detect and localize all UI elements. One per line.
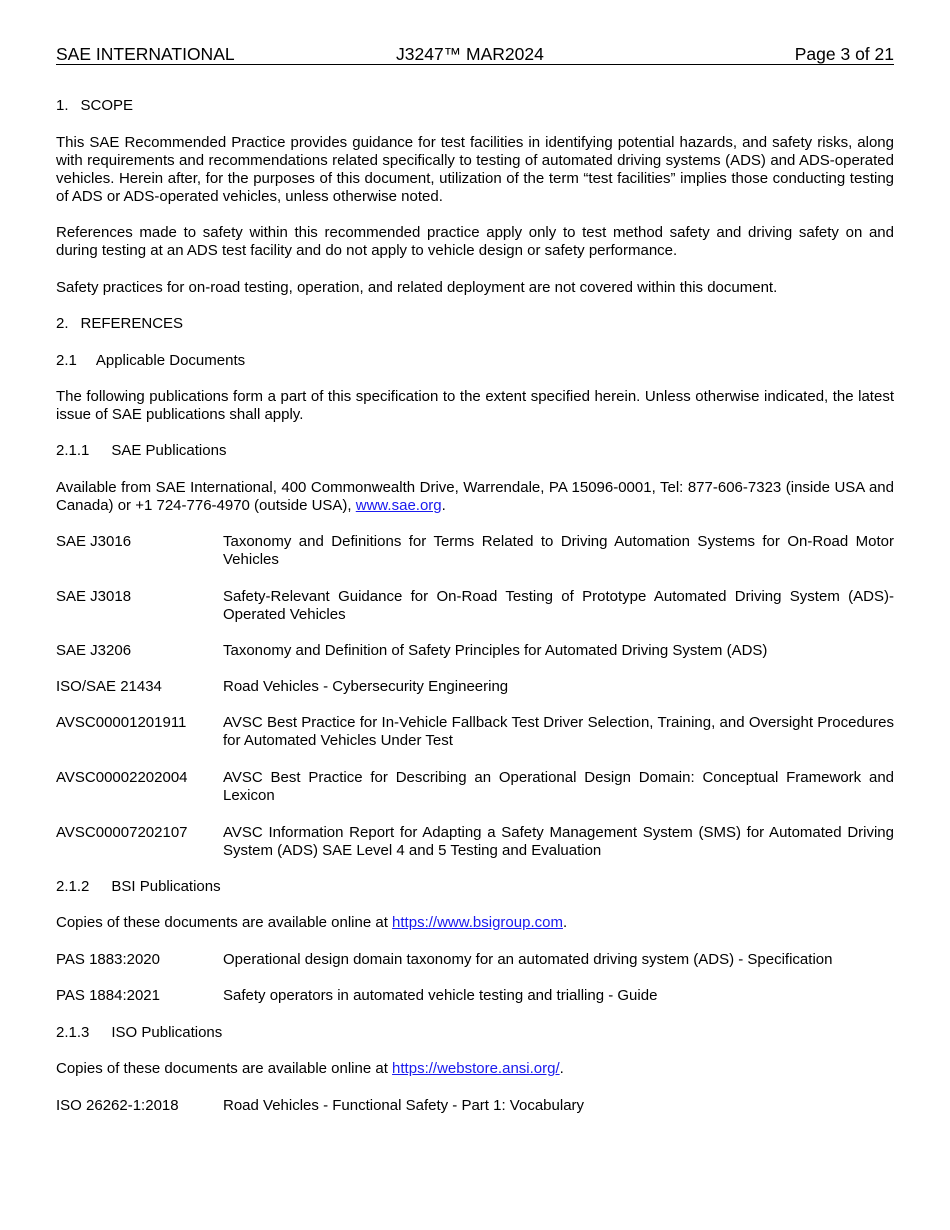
- reference-code: AVSC00007202107: [56, 824, 188, 841]
- reference-title: Taxonomy and Definition of Safety Principles for Automated Driving System (ADS): [223, 642, 768, 659]
- reference-title: AVSC Best Practice for Describing an Operational Design Domain: Conceptual Framework and Lexicon: [223, 769, 894, 804]
- applicable-paragraph: The following publications form a part of this specification to the extent specified herein. Unless otherwise indicated, the latest issue of SAE publications shall apply.: [56, 388, 894, 423]
- iso-availability-paragraph: Copies of these documents are available online at https://webstore.ansi.org/.: [56, 1060, 564, 1077]
- section-scope-heading: [56, 97, 894, 115]
- section-number: 1.: [56, 97, 69, 114]
- page-header: [56, 44, 894, 65]
- bsi-availability-text: Copies of these documents are available online at: [56, 914, 393, 931]
- scope-paragraph-1: This SAE Recommended Practice provides guidance for test facilities in identifying potential hazards, and safety risks, along with requirements and recommendations related specifically to testing of automated driving systems (ADS) and ADS-operated vehicles. Herein after, for the purposes of this document, utilization of the term “test facilities” implies those conducting testing of ADS or ADS-operated vehicles, unless otherwise noted.: [56, 134, 894, 205]
- reference-title: Safety-Relevant Guidance for On-Road Testing of Prototype Automated Driving System (ADS)-Operated Vehicles: [223, 588, 894, 623]
- sae-availability-paragraph: Available from SAE International, 400 Commonwealth Drive, Warrendale, PA 15096-0001, Tel: 877-606-7323 (inside USA and Canada) or +1 724-776-4970 (outside USA), www.sae.org.: [56, 479, 894, 514]
- section-references-heading: [56, 315, 894, 333]
- header-org: SAE INTERNATIONAL: [56, 44, 235, 64]
- subsection-sae-heading: [56, 442, 894, 460]
- reference-code: SAE J3018: [56, 588, 132, 605]
- subsection-applicable-heading: [56, 352, 894, 370]
- subsection-iso-heading: [56, 1024, 894, 1042]
- iso-availability-text: Copies of these documents are available online at: [56, 1060, 393, 1077]
- scope-paragraph-2: References made to safety within this recommended practice apply only to test method safety and driving safety on and during testing at an ADS test facility and do not apply to vehicle design or safety performance.: [56, 224, 894, 259]
- section-number: 2.: [56, 315, 69, 332]
- reference-code: AVSC00001201911: [56, 714, 187, 731]
- sae-availability-text: Available from SAE International, 400 Commonwealth Drive, Warrendale, PA 15096-0001, Tel: 877-606-7323 (inside USA and Canada) or +1 724-776-4970 (outside USA),: [56, 479, 894, 514]
- section-title: SCOPE: [80, 97, 134, 114]
- iso-website-link[interactable]: https://webstore.ansi.org/: [392, 1060, 560, 1077]
- reference-title: Road Vehicles - Functional Safety - Part 1: Vocabulary: [223, 1097, 585, 1114]
- reference-code: ISO/SAE 21434: [56, 678, 162, 695]
- subsection-number: 2.1.1: [56, 442, 90, 459]
- subsection-title: ISO Publications: [111, 1024, 223, 1041]
- subsection-number: 2.1: [56, 352, 77, 369]
- reference-code: SAE J3206: [56, 642, 132, 659]
- reference-title: AVSC Best Practice for In-Vehicle Fallback Test Driver Selection, Training, and Oversight Procedures for Automated Vehicles Under Test: [223, 714, 894, 749]
- reference-code: PAS 1884:2021: [56, 987, 160, 1004]
- reference-title: Operational design domain taxonomy for an automated driving system (ADS) - Specification: [223, 951, 833, 968]
- header-doc-id: J3247™ MAR2024: [396, 44, 544, 64]
- reference-title: Safety operators in automated vehicle testing and trialling - Guide: [223, 987, 658, 1004]
- reference-code: AVSC00002202004: [56, 769, 188, 786]
- subsection-title: BSI Publications: [111, 878, 221, 895]
- reference-title: Road Vehicles - Cybersecurity Engineering: [223, 678, 509, 695]
- subsection-title: Applicable Documents: [95, 352, 246, 369]
- reference-title: Taxonomy and Definitions for Terms Related to Driving Automation Systems for On-Road Motor Vehicles: [223, 533, 894, 568]
- header-page-number: Page 3 of 21: [794, 44, 894, 64]
- bsi-website-link[interactable]: https://www.bsigroup.com: [392, 914, 563, 931]
- reference-code: ISO 26262-1:2018: [56, 1097, 179, 1114]
- subsection-number: 2.1.3: [56, 1024, 90, 1041]
- reference-code: SAE J3016: [56, 533, 132, 550]
- bsi-availability-paragraph: Copies of these documents are available online at https://www.bsigroup.com.: [56, 914, 568, 931]
- section-title: REFERENCES: [80, 315, 184, 332]
- subsection-title: SAE Publications: [111, 442, 227, 459]
- subsection-number: 2.1.2: [56, 878, 90, 895]
- reference-title: AVSC Information Report for Adapting a Safety Management System (SMS) for Automated Driving System (ADS) SAE Level 4 and 5 Testing and Evaluation: [223, 824, 894, 859]
- reference-code: PAS 1883:2020: [56, 951, 160, 968]
- subsection-bsi-heading: [56, 878, 894, 896]
- sae-website-link[interactable]: www.sae.org: [355, 497, 442, 514]
- scope-paragraph-3: Safety practices for on-road testing, operation, and related deployment are not covered within this document.: [56, 279, 778, 296]
